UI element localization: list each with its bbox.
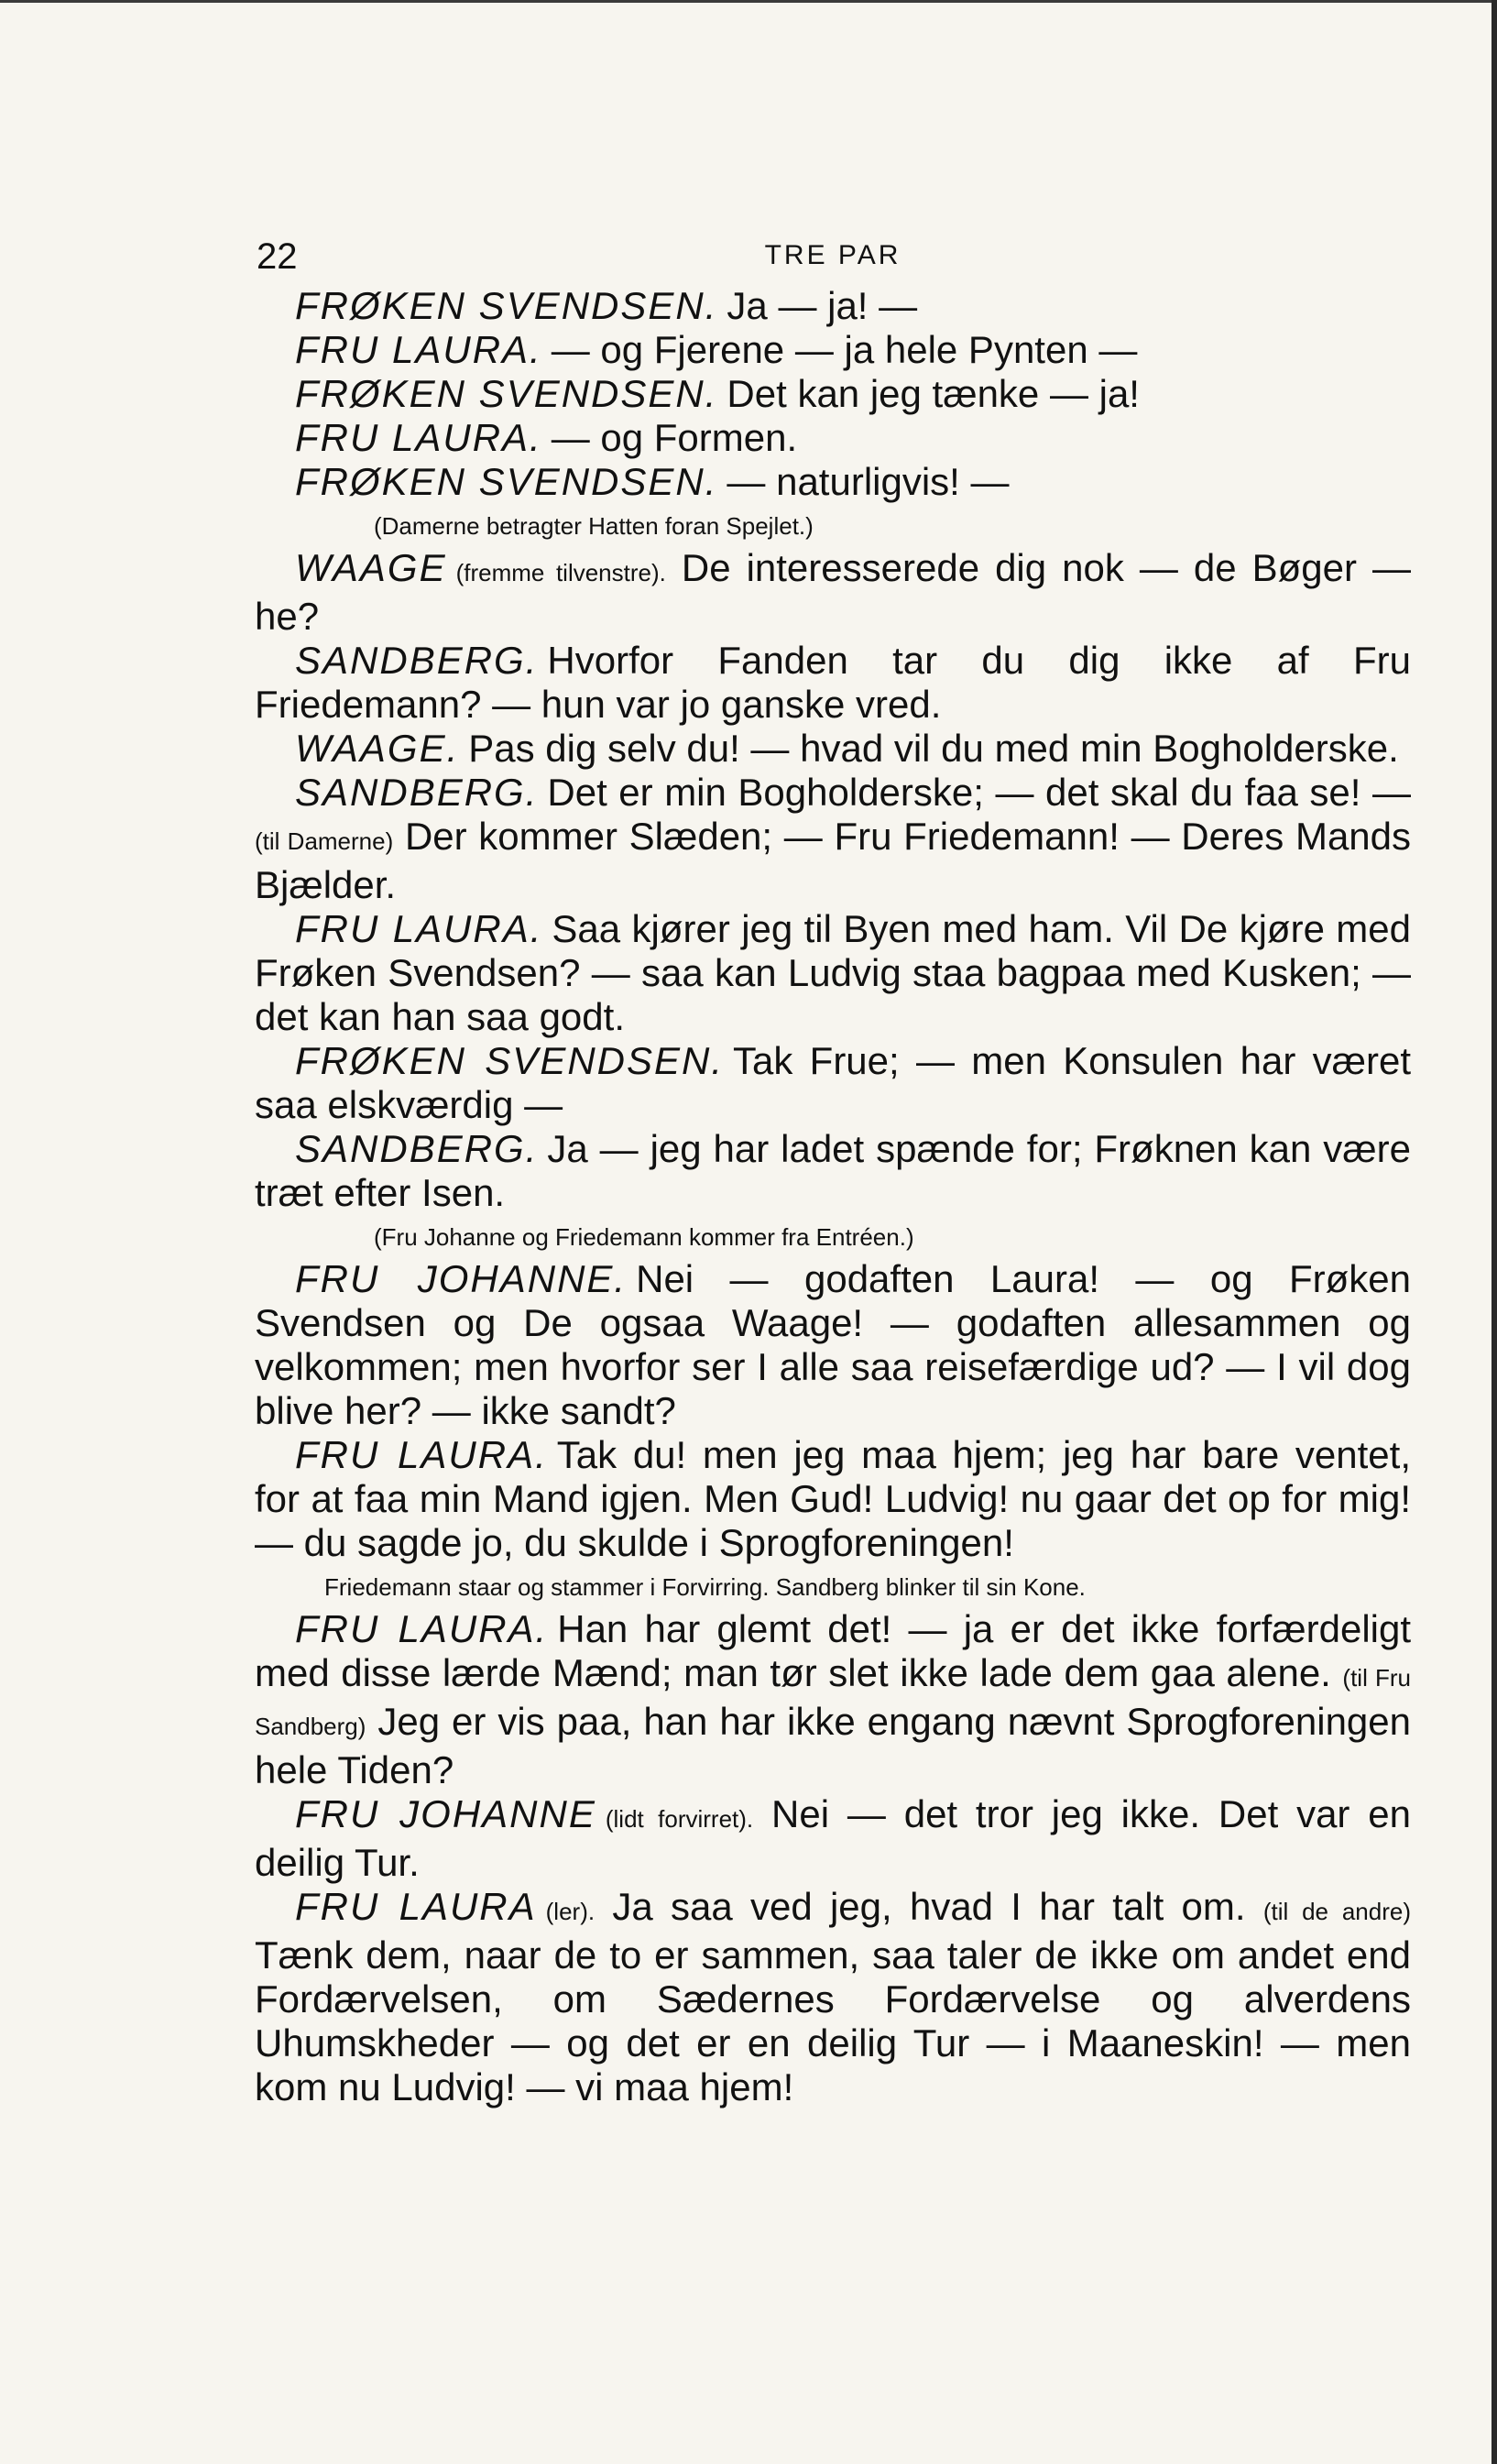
dialogue-line — [255, 328, 1411, 372]
inline-direction: (ler). — [545, 1898, 596, 1925]
line-text: Tak Frue; — men Konsulen har været saa elskværdig — — [255, 1039, 1411, 1126]
dialogue-line — [255, 771, 1411, 907]
line-text: Ja — jeg har ladet spænde for; Frøknen kan være træt efter Isen. — [255, 1127, 1411, 1214]
inline-direction: (til Damerne) — [255, 827, 394, 855]
line-text: Pas dig selv du! — hvad vil du med min Bogholderske. — [468, 727, 1399, 770]
inline-direction: (fremme tilvenstre). — [455, 559, 666, 586]
speaker-name: FRU LAURA — [295, 1885, 537, 1928]
line-text: Ja saa ved jeg, hvad I har talt om. — [612, 1885, 1246, 1928]
page-edge-top — [0, 0, 1497, 3]
line-text: Hvorfor Fanden tar du dig ikke af Fru Friedemann? — hun var jo ganske vred. — [255, 639, 1411, 726]
dialogue-line — [255, 284, 1411, 328]
stage-direction: (Damerne betragter Hatten foran Spejlet.) — [374, 512, 814, 540]
dialogue-line — [255, 727, 1411, 771]
line-text: Saa kjører jeg til Byen med ham. Vil De kjøre med Frøken Svendsen? — saa kan Ludvig staa bagpaa med Kusken; — det kan han saa godt. — [255, 907, 1411, 1038]
dialogue-line — [255, 907, 1411, 1039]
line-text: Jeg er vis paa, han har ikke engang nævnt Sprogforeningen hele Tiden? — [255, 1700, 1411, 1791]
line-text: Han har glemt det! — ja er det ikke forfærdeligt med disse lærde Mænd; man tør slet ikke lade dem gaa alene. — [255, 1607, 1412, 1694]
line-text: Det er min Bogholderske; — det skal du faa se! — — [547, 771, 1411, 814]
inline-direction: (til de andre) — [1262, 1898, 1411, 1925]
line-text: Tak du! men jeg maa hjem; jeg har bare ventet, for at faa min Mand igjen. Men Gud! Ludvig! nu gaar det op for mig! — du sagde jo, du skulde i Sprogforeningen! — [255, 1433, 1411, 1564]
dialogue-line — [255, 1433, 1411, 1565]
speaker-name: FRU LAURA. — [295, 1433, 548, 1476]
dialogue-line — [255, 416, 1411, 460]
book-page — [255, 229, 1411, 2109]
dialogue-line — [255, 1885, 1411, 2109]
speaker-name: FRØKEN SVENDSEN. — [295, 372, 718, 415]
speaker-name: FRU JOHANNE — [295, 1792, 596, 1835]
running-head — [255, 229, 1411, 284]
speaker-name: FRU JOHANNE. — [295, 1257, 628, 1300]
line-text: Tænk dem, naar de to er sammen, saa taler de ikke om andet end Fordærvelsen, om Sædernes Fordærvelse og alverdens Uhumskheder — og det er en deilig Tur — i Maaneskin! — men kom nu Ludvig! — vi maa hjem! — [255, 1933, 1411, 2108]
stage-direction: Friedemann staar og stammer i Forvirring. Sandberg blinker til sin Kone. — [324, 1573, 1086, 1601]
speaker-name: SANDBERG. — [295, 1127, 539, 1170]
line-text: Ja — ja! — — [727, 284, 918, 327]
inline-direction: (til Fru Sandberg) — [255, 1664, 1411, 1740]
dialogue-line — [255, 1792, 1411, 1885]
speaker-name: FRU LAURA. — [295, 328, 542, 371]
speaker-name: WAAGE — [295, 546, 447, 589]
dialogue-line — [255, 1607, 1411, 1792]
page-number: 22 — [257, 236, 298, 277]
dialogue-line — [255, 1127, 1411, 1215]
speaker-name: FRØKEN SVENDSEN. — [295, 1039, 725, 1082]
dialogue-line — [255, 1257, 1411, 1433]
speaker-name: SANDBERG. — [295, 639, 539, 682]
page-edge-right — [1492, 0, 1497, 2464]
speaker-name: FRU LAURA. — [295, 1607, 549, 1650]
line-text: Der kommer Slæden; — Fru Friedemann! — Deres Mands Bjælder. — [255, 815, 1412, 906]
stage-direction: (Fru Johanne og Friedemann kommer fra Entréen.) — [374, 1223, 914, 1251]
line-text: — og Fjerene — ja hele Pynten — — [551, 328, 1138, 371]
line-text: Nei — godaften Laura! — og Frøken Svendsen og De ogsaa Waage! — godaften allesammen og velkommen; men hvorfor ser I alle saa reisefærdige ud? — I vil dog blive her? — ikke sandt? — [255, 1257, 1411, 1432]
line-text: — og Formen. — [551, 416, 798, 459]
speaker-name: FRØKEN SVENDSEN. — [295, 284, 718, 327]
line-text: De interesserede dig nok — de Bøger — he? — [255, 546, 1411, 638]
speaker-name: SANDBERG. — [295, 771, 539, 814]
line-text: — naturligvis! — — [727, 460, 1010, 503]
inline-direction: (lidt forvirret). — [605, 1805, 754, 1833]
running-title: TRE PAR — [764, 240, 901, 270]
dialogue-line — [255, 639, 1411, 727]
line-text: Det kan jeg tænke — ja! — [727, 372, 1140, 415]
dialogue-line — [255, 460, 1411, 504]
speaker-name: FRU LAURA. — [295, 416, 542, 459]
dialogue-line — [255, 372, 1411, 416]
dialogue-line — [255, 1039, 1411, 1127]
dialogue-line — [255, 546, 1411, 639]
speaker-name: FRØKEN SVENDSEN. — [295, 460, 718, 503]
speaker-name: WAAGE. — [295, 727, 460, 770]
line-text: Nei — det tror jeg ikke. Det var en deilig Tur. — [255, 1792, 1411, 1884]
speaker-name: FRU LAURA. — [295, 907, 543, 950]
